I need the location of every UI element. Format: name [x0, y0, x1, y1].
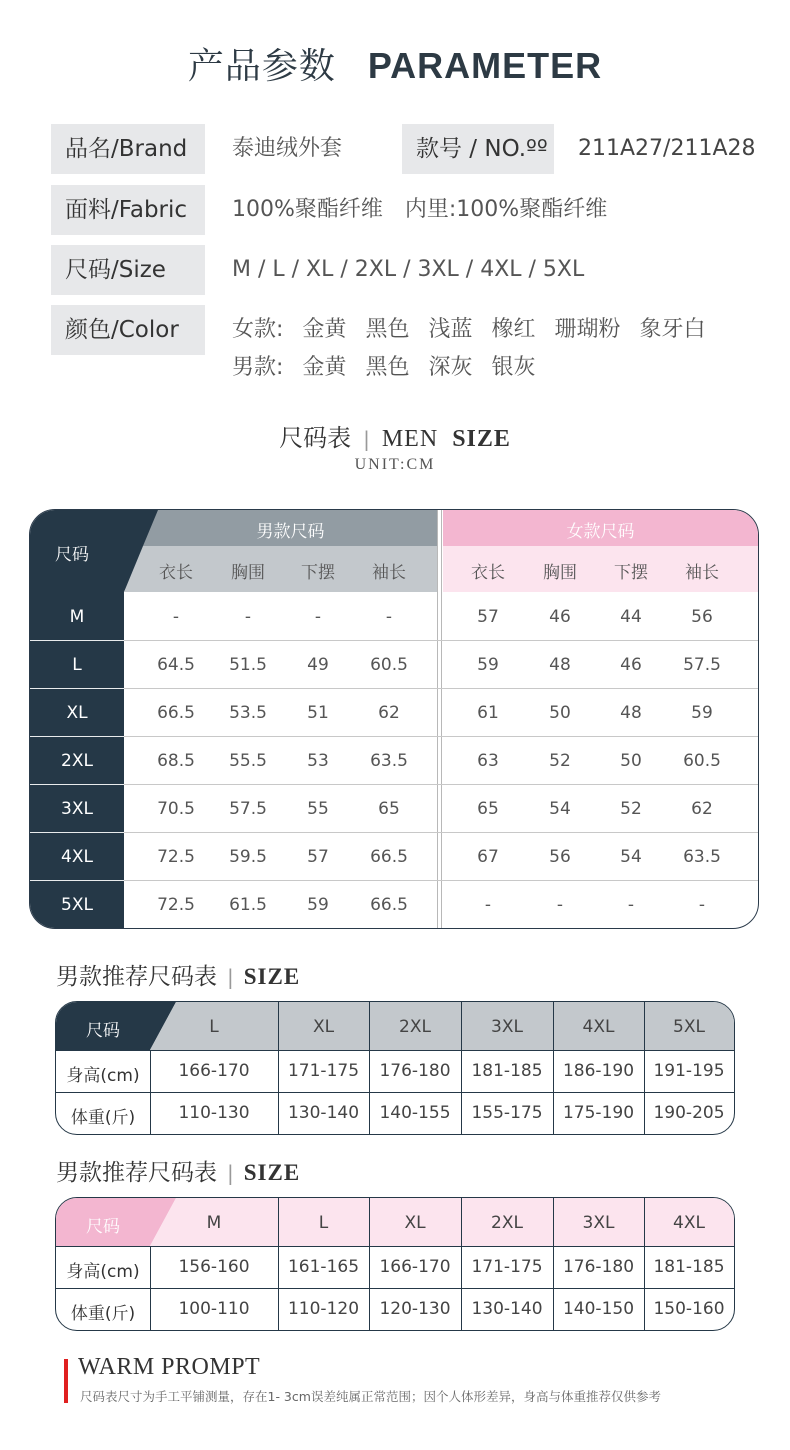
- rec-size-header: L: [209, 1017, 219, 1037]
- rec-height-cell: 176-180: [379, 1061, 451, 1081]
- women-cell: 61: [477, 703, 499, 723]
- men-col-header: 袖长: [372, 563, 406, 583]
- women-cell: 48: [620, 703, 642, 723]
- size-table-heading-en: [382, 426, 511, 452]
- row-divider: [124, 736, 758, 737]
- women-cell: 62: [691, 799, 713, 819]
- men-cell: 66.5: [157, 703, 195, 723]
- rec-women-table: [55, 1197, 735, 1331]
- men-cell: 59: [307, 895, 329, 915]
- women-cell: 60.5: [683, 751, 721, 771]
- row-divider: [30, 736, 124, 737]
- row-divider: [30, 688, 124, 689]
- women-cell: 54: [549, 799, 571, 819]
- rec-height-cell: 181-185: [653, 1257, 725, 1277]
- men-cell: 64.5: [157, 655, 195, 675]
- size-row-label: 2XL: [61, 751, 93, 771]
- women-col-header: 胸围: [543, 563, 577, 583]
- rec-height-cell: 166-170: [379, 1257, 451, 1277]
- color-women-item: 金黄: [302, 317, 347, 342]
- rec-size-header: 2XL: [399, 1017, 431, 1037]
- rec-women-heading-en: SIZE: [243, 1160, 301, 1185]
- size-table-heading-zh: 尺码表: [279, 424, 352, 452]
- rec-men-heading: [56, 958, 300, 991]
- rec-men-heading-en: SIZE: [243, 964, 301, 989]
- warm-prompt-accent-bar: [64, 1359, 68, 1403]
- color-women-item: 浅蓝: [428, 317, 473, 342]
- women-cell: 56: [549, 847, 571, 867]
- group-divider: [437, 510, 438, 929]
- rec-women-heading: [56, 1154, 300, 1187]
- men-cell: 72.5: [157, 895, 195, 915]
- men-col-header: 下摆: [301, 563, 335, 583]
- rec-weight-label: 体重(斤): [70, 1304, 136, 1324]
- rec-height-cell: 161-165: [287, 1257, 360, 1277]
- men-cell: -: [244, 607, 252, 627]
- women-cell: 59: [691, 703, 713, 723]
- rec-size-header: L: [318, 1213, 329, 1233]
- brand-label: 品名/Brand: [51, 124, 205, 174]
- brand-value: 泰迪绒外套: [232, 136, 343, 161]
- color-women-item: 橡红: [491, 317, 536, 342]
- row-divider: [124, 688, 758, 689]
- rec-height-cell: 166-170: [178, 1061, 250, 1081]
- row-divider: [30, 832, 124, 833]
- men-cell: 57.5: [229, 799, 267, 819]
- rec-size-header: 3XL: [491, 1017, 523, 1037]
- rec-size-header: XL: [404, 1213, 426, 1233]
- heading-separator: |: [363, 427, 370, 451]
- men-cell: 72.5: [157, 847, 195, 867]
- men-cell: 63.5: [370, 751, 408, 771]
- rec-men-table: [55, 1001, 735, 1135]
- row-divider: [124, 640, 758, 641]
- row-divider: [30, 880, 124, 881]
- women-cell: 67: [477, 847, 499, 867]
- rec-size-header: XL: [312, 1017, 335, 1037]
- men-cell: 55.5: [229, 751, 267, 771]
- women-cell: 57.5: [683, 655, 721, 675]
- men-cell: 51: [307, 703, 329, 723]
- men-cell: 53: [307, 751, 329, 771]
- women-cell: 52: [549, 751, 571, 771]
- title-en: PARAMETER: [367, 45, 603, 86]
- rec-size-header: 4XL: [673, 1213, 705, 1233]
- rec-weight-cell: 175-190: [562, 1103, 635, 1123]
- rec-height-label: 身高(cm): [66, 1066, 140, 1086]
- men-cell: 60.5: [370, 655, 408, 675]
- color-women-prefix: 女款:: [232, 317, 284, 342]
- men-cell: 49: [307, 655, 329, 675]
- women-cell: -: [698, 895, 706, 915]
- color-label: 颜色/Color: [51, 305, 205, 355]
- style-no-label: 款号 / NO.ºº: [402, 124, 554, 174]
- rec-size-header: 2XL: [491, 1213, 523, 1233]
- rec-weight-cell: 155-175: [471, 1103, 543, 1123]
- title-zh: 产品参数: [187, 46, 336, 87]
- men-group-label: 男款尺码: [256, 522, 325, 542]
- rec-weight-cell: 130-140: [287, 1103, 360, 1123]
- women-cell: -: [484, 895, 492, 915]
- rec-size-header: 5XL: [673, 1017, 705, 1037]
- heading-size: SIZE: [452, 426, 511, 452]
- color-men-item: 黑色: [365, 355, 410, 380]
- rec-weight-cell: 110-120: [287, 1299, 360, 1319]
- women-cell: 57: [477, 607, 499, 627]
- women-cell: 48: [549, 655, 571, 675]
- warm-prompt-title: WARM PROMPT: [78, 1354, 261, 1380]
- heading-separator: |: [227, 1161, 234, 1185]
- size-label: 尺码/Size: [51, 245, 205, 295]
- fabric-label: 面料/Fabric: [51, 185, 205, 235]
- group-divider: [441, 510, 442, 929]
- rec-weight-cell: 130-140: [471, 1299, 543, 1319]
- size-value: M / L / XL / 2XL / 3XL / 4XL / 5XL: [232, 257, 585, 282]
- page-title: [0, 38, 790, 89]
- style-no-value: 211A27/211A28: [578, 136, 756, 161]
- rec-weight-cell: 140-155: [379, 1103, 451, 1123]
- men-cell: -: [172, 607, 180, 627]
- warm-prompt-text: 尺码表尺寸为手工平铺测量，存在1- 3cm误差纯属正常范围；因个人体形差异，身高与体重推荐仅供参考: [80, 1389, 661, 1404]
- color-women-item: 珊瑚粉: [554, 317, 621, 342]
- women-cell: 65: [477, 799, 499, 819]
- rec-size-header: 4XL: [582, 1017, 615, 1037]
- size-row-label: M: [69, 607, 85, 627]
- rec-weight-cell: 140-150: [562, 1299, 635, 1319]
- rec-size-header: 3XL: [582, 1213, 615, 1233]
- color-women-item: 象牙白: [639, 317, 706, 342]
- rec-weight-cell: 150-160: [653, 1299, 725, 1319]
- rec-weight-cell: 190-205: [653, 1103, 725, 1123]
- men-cell: 65: [378, 799, 400, 819]
- men-cell: 55: [307, 799, 329, 819]
- men-cell: 59.5: [229, 847, 267, 867]
- women-cell: 63.5: [683, 847, 721, 867]
- rec-height-cell: 181-185: [471, 1061, 543, 1081]
- men-col-header: 胸围: [231, 563, 265, 583]
- row-divider: [30, 640, 124, 641]
- size-row-label: XL: [66, 703, 88, 723]
- color-women-item: 黑色: [365, 317, 410, 342]
- women-cell: -: [627, 895, 635, 915]
- rec-height-cell: 156-160: [178, 1257, 250, 1277]
- men-cell: 68.5: [157, 751, 195, 771]
- men-cell: 51.5: [229, 655, 267, 675]
- men-col-header: 衣长: [159, 563, 193, 583]
- men-cell: 61.5: [229, 895, 267, 915]
- men-cell: 57: [307, 847, 329, 867]
- men-cell: 66.5: [370, 895, 408, 915]
- women-cell: -: [556, 895, 564, 915]
- row-divider: [124, 832, 758, 833]
- women-cell: 63: [477, 751, 499, 771]
- men-cell: -: [385, 607, 393, 627]
- rec-height-cell: 171-175: [471, 1257, 543, 1277]
- color-women-line: [232, 311, 718, 349]
- women-col-header: 衣长: [471, 563, 505, 583]
- size-table-heading: [0, 418, 790, 453]
- men-cell: 62: [378, 703, 400, 723]
- row-divider: [30, 784, 124, 785]
- rec-hline: [56, 1050, 735, 1051]
- rec-corner-label: 尺码: [86, 1217, 120, 1237]
- heading-men: MEN: [381, 426, 439, 452]
- rec-weight-label: 体重(斤): [70, 1108, 136, 1128]
- size-row-label: 5XL: [61, 895, 93, 915]
- size-row-label: L: [72, 655, 82, 675]
- women-cell: 46: [549, 607, 571, 627]
- size-row-label: 3XL: [61, 799, 93, 819]
- fabric-value: 100%聚酯纤维 内里:100%聚酯纤维: [232, 197, 608, 222]
- women-group-label: 女款尺码: [566, 522, 635, 542]
- women-cell: 59: [477, 655, 499, 675]
- rec-corner-label: 尺码: [86, 1021, 120, 1041]
- women-cell: 44: [620, 607, 642, 627]
- corner-label: 尺码: [55, 545, 89, 565]
- color-men-item: 银灰: [491, 355, 536, 380]
- women-cell: 54: [620, 847, 642, 867]
- rec-height-cell: 191-195: [653, 1061, 725, 1081]
- rec-height-cell: 186-190: [562, 1061, 635, 1081]
- men-cell: 66.5: [370, 847, 408, 867]
- row-divider: [124, 784, 758, 785]
- rec-size-header: M: [206, 1213, 222, 1233]
- women-cell: 46: [620, 655, 642, 675]
- rec-weight-cell: 100-110: [178, 1299, 250, 1319]
- women-cell: 52: [620, 799, 642, 819]
- size-table: [29, 509, 759, 929]
- size-row-label: 4XL: [61, 847, 93, 867]
- heading-separator: |: [227, 965, 234, 989]
- men-cell: 70.5: [157, 799, 195, 819]
- men-cell: -: [314, 607, 322, 627]
- rec-height-cell: 176-180: [562, 1257, 635, 1277]
- unit-label: UNIT:CM: [354, 456, 436, 473]
- row-divider: [124, 880, 758, 881]
- women-cell: 50: [620, 751, 642, 771]
- rec-height-label: 身高(cm): [66, 1262, 140, 1282]
- women-cell: 56: [691, 607, 713, 627]
- color-men-prefix: 男款:: [232, 355, 284, 380]
- rec-hline: [56, 1288, 735, 1289]
- women-col-header: 袖长: [685, 563, 719, 583]
- rec-hline: [56, 1092, 735, 1093]
- color-men-item: 深灰: [428, 355, 473, 380]
- men-cell: 53.5: [229, 703, 267, 723]
- rec-weight-cell: 120-130: [379, 1299, 451, 1319]
- color-men-line: [232, 349, 547, 387]
- rec-hline: [56, 1246, 735, 1247]
- women-col-header: 下摆: [614, 563, 648, 583]
- rec-women-heading-zh: 男款推荐尺码表: [56, 1160, 217, 1186]
- rec-height-cell: 171-175: [287, 1061, 360, 1081]
- rec-weight-cell: 110-130: [178, 1103, 250, 1123]
- rec-men-heading-zh: 男款推荐尺码表: [56, 964, 217, 990]
- color-men-item: 金黄: [302, 355, 347, 380]
- women-cell: 50: [549, 703, 571, 723]
